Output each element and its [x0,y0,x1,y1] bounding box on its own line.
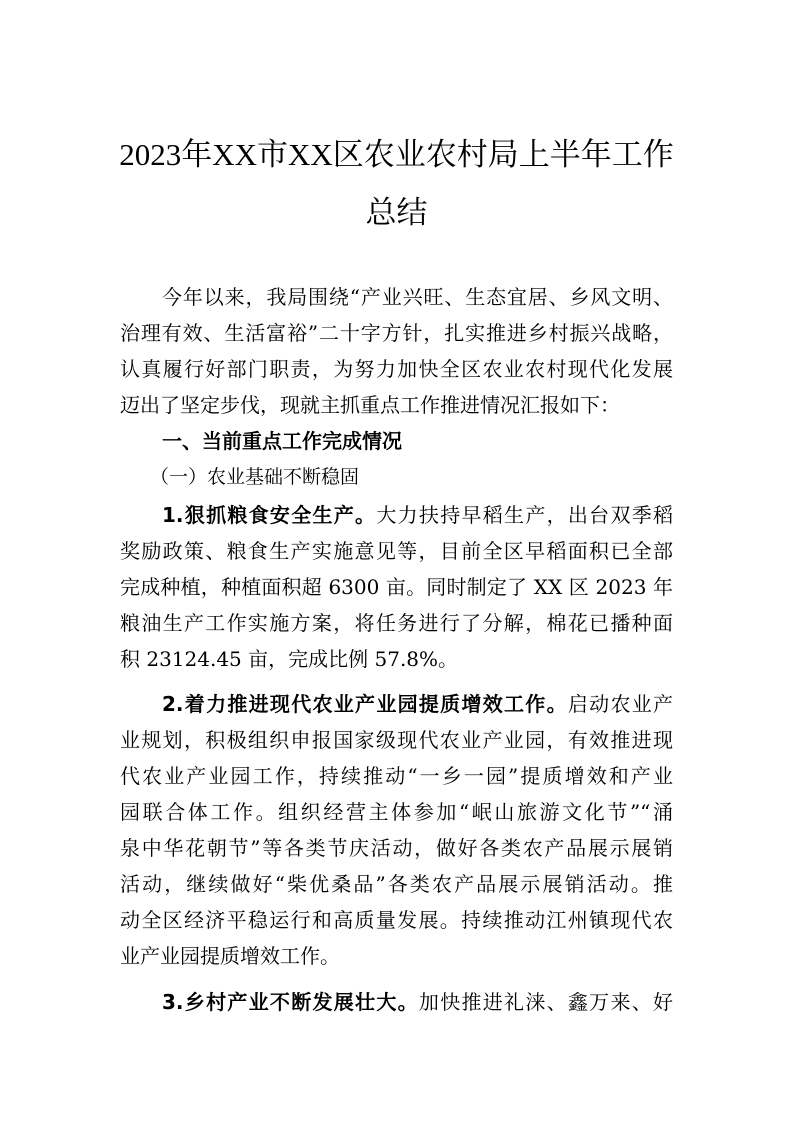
item2-line-6: 活动，继续做好“柴优桑品”各类农产品展示展销活动。推 [120,872,673,896]
item2-first-line-rest: 启动农业产 [567,692,674,716]
intro-line-2: 治理有效、生活富裕”二十字方针，扎实推进乡村振兴战略， [120,321,673,345]
item1-lead: 1.狠抓粮食安全生产。 [162,503,377,527]
item2-line-8: 业产业园提质增效工作。 [120,944,340,968]
item2-line-7: 动全区经济平稳运行和高质量发展。持续推动江州镇现代农 [120,908,673,932]
item2-line-5: 泉中华花朝节”等各类节庆活动，做好各类农产品展示展销 [120,836,673,860]
item1-line-2: 奖励政策、粮食生产实施意见等，目前全区早稻面积已全部 [120,539,673,563]
item2-line-3: 代农业产业园工作，持续推动“一乡一园”提质增效和产业 [120,764,673,788]
item2-line-4: 园联合体工作。组织经营主体参加“岷山旅游文化节”“涌 [120,800,673,824]
item2-line-2: 业规划，积极组织申报国家级现代农业产业园，有效推进现 [120,728,673,752]
document-title-line-2: 总结 [365,195,428,230]
item2-lead: 2.着力推进现代农业产业园提质增效工作。 [162,692,568,716]
item1-line-5: 积 23124.45 亩，完成比例 57.8%。 [120,647,459,671]
intro-line-4: 迈出了坚定步伐，现就主抓重点工作推进情况汇报如下： [120,393,620,417]
item1-line-1 [162,500,673,530]
item1-line-4: 粮油生产工作实施方案，将任务进行了分解，棉花已播种面 [120,611,673,635]
subsection-heading: （一）农业基础不断稳固 [150,466,360,488]
item1-line-3: 完成种植，种植面积超 6300 亩。同时制定了 XX 区 2023 年 [120,575,673,599]
intro-line-1: 今年以来，我局围绕“产业兴旺、生态宜居、乡风文明、 [162,285,673,309]
document-title-line-1: 2023年XX市XX区农业农村局上半年工作 [119,137,674,172]
item1-first-line-rest: 大力扶持早稻生产，出台双季稻 [376,503,674,527]
item3-line-1 [162,987,673,1017]
intro-line-3: 认真履行好部门职责，为努力加快全区农业农村现代化发展 [120,357,673,381]
item2-line-1 [162,689,673,719]
item3-lead: 3.乡村产业不断发展壮大。 [162,990,419,1014]
item3-first-line-rest: 加快推进礼涞、鑫万来、好 [418,990,674,1014]
section-heading: 一、当前重点工作完成情况 [162,429,402,453]
